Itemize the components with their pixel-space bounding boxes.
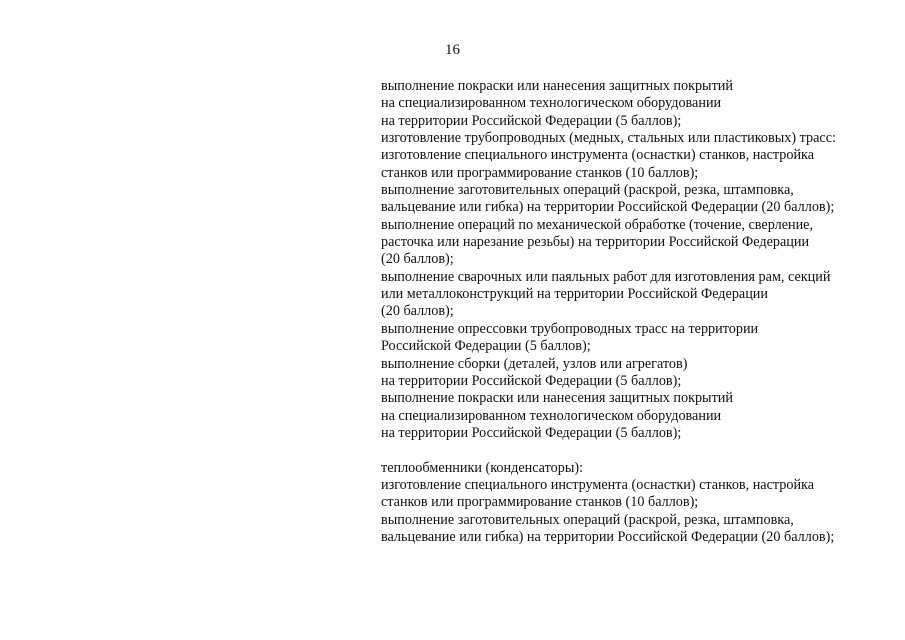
text-line: или металлоконструкций на территории Российской Федерации <box>381 286 768 303</box>
section-heading: теплообменники (конденсаторы): <box>381 459 584 476</box>
page-number: 16 <box>445 42 460 58</box>
text-line: изготовление трубопроводных (медных, стальных или пластиковых) трасс: <box>381 130 836 147</box>
text-line: станков или программирование станков (10 баллов); <box>381 494 699 511</box>
text-line: (20 баллов); <box>381 303 454 320</box>
text-line: вальцевание или гибка) на территории Российской Федерации (20 баллов); <box>381 199 835 216</box>
text-line: на территории Российской Федерации (5 баллов); <box>381 112 682 129</box>
text-line: выполнение опрессовки трубопроводных трасс на территории <box>381 320 759 337</box>
text-line: выполнение сборки (деталей, узлов или агрегатов) <box>381 355 688 372</box>
document-body <box>381 78 891 546</box>
text-line: (20 баллов); <box>381 251 454 268</box>
text-line: изготовление специального инструмента (оснастки) станков, настройка <box>381 476 815 493</box>
paragraph-spacer <box>381 442 891 459</box>
text-line: выполнение покраски или нанесения защитных покрытий <box>381 390 733 407</box>
text-line: на территории Российской Федерации (5 баллов); <box>381 372 682 389</box>
text-line: выполнение заготовительных операций (раскрой, резка, штамповка, <box>381 182 794 199</box>
text-line: на специализированном технологическом оборудовании <box>381 95 722 112</box>
text-line: на специализированном технологическом оборудовании <box>381 407 722 424</box>
paragraph-1 <box>381 78 891 442</box>
text-line: вальцевание или гибка) на территории Российской Федерации (20 баллов); <box>381 528 835 545</box>
text-line: на территории Российской Федерации (5 баллов); <box>381 424 682 441</box>
text-line: выполнение сварочных или паяльных работ для изготовления рам, секций <box>381 268 831 285</box>
paragraph-2 <box>381 460 891 547</box>
text-line: выполнение заготовительных операций (раскрой, резка, штамповка, <box>381 511 794 528</box>
text-line: расточка или нарезание резьбы) на территории Российской Федерации <box>381 234 810 251</box>
text-line: выполнение покраски или нанесения защитных покрытий <box>381 78 733 94</box>
text-line: Российской Федерации (5 баллов); <box>381 338 591 355</box>
text-line: станков или программирование станков (10 баллов); <box>381 164 699 181</box>
text-line: изготовление специального инструмента (оснастки) станков, настройка <box>381 147 815 164</box>
text-line: выполнение операций по механической обработке (точение, сверление, <box>381 216 814 233</box>
